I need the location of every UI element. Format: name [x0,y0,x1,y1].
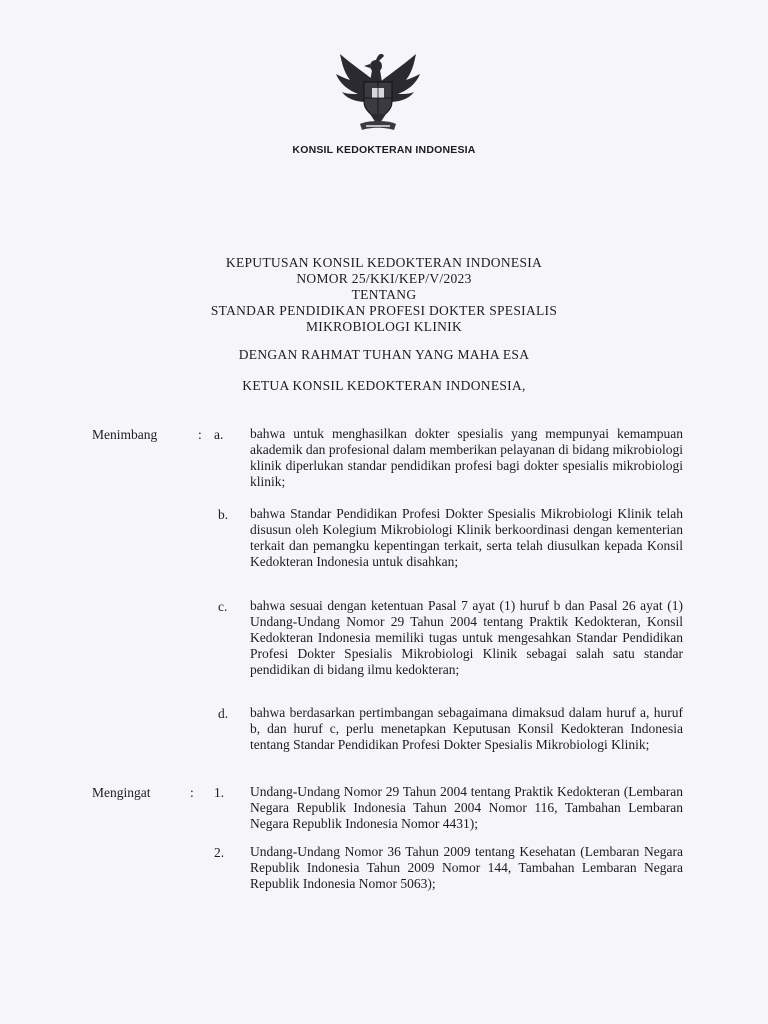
item-marker: b. [218,507,229,522]
organization-name: KONSIL KEDOKTERAN INDONESIA [292,144,476,156]
item-text: bahwa untuk menghasilkan dokter spesialis yang mempunyai kemampuan akademik dan profesional dalam memberikan pelayanan di bidang mikrobiologi klinik diperlukan standar pendidikan profesi bagi dokter spesialis mikrobiologi klinik; [250,426,683,489]
item-marker: c. [218,599,228,614]
authority-line: KETUA KONSIL KEDOKTERAN INDONESIA, [242,378,526,393]
item-text: bahwa sesuai dengan ketentuan Pasal 7 ayat (1) huruf b dan Pasal 26 ayat (1) Undang-Undang Nomor 29 Tahun 2004 tentang Praktik Kedokteran, Konsil Kedokteran Indonesia memiliki tugas untuk mengesahkan Standar Pendidikan Profesi Dokter Spesialis Mikrobiologi Klinik sebagai salah satu standar pendidikan di bidang ilmu kedokteran; [250,598,683,677]
item-marker: a. [214,427,224,442]
decree-subject: STANDAR PENDIDIKAN PROFESI DOKTER SPESIALIS [210,303,558,318]
item-marker: d. [218,706,229,721]
garuda-emblem-icon [332,48,424,134]
mengingat-label: Mengingat [92,785,151,800]
decree-subject-2: MIKROBIOLOGI KLINIK [305,319,463,334]
item-marker: 1. [214,785,225,800]
decree-tentang: TENTANG [351,287,417,302]
decree-title: KEPUTUSAN KONSIL KEDOKTERAN INDONESIA [225,255,543,270]
item-text: bahwa Standar Pendidikan Profesi Dokter Spesialis Mikrobiologi Klinik telah disusun oleh Kolegium Mikrobiologi Klinik berkoordinasi dengan kementerian terkait dan pemangku kepentingan terkait, serta telah diusulkan kepada Konsil Kedokteran Indonesia untuk disahkan; [250,506,683,569]
decree-number: NOMOR 25/KKI/KEP/V/2023 [296,271,472,286]
mengingat-colon: : [190,785,194,800]
invocation: DENGAN RAHMAT TUHAN YANG MAHA ESA [238,347,530,362]
item-text: Undang-Undang Nomor 29 Tahun 2004 tentang Praktik Kedokteran (Lembaran Negara Republik Indonesia Tahun 2004 Nomor 116, Tambahan Lembaran Negara Republik Indonesia Nomor 4431); [250,784,683,831]
menimbang-label: Menimbang [92,427,158,442]
item-marker: 2. [214,845,225,860]
menimbang-colon: : [198,427,202,442]
item-text: bahwa berdasarkan pertimbangan sebagaimana dimaksud dalam huruf a, huruf b, dan huruf c, perlu menetapkan Keputusan Konsil Kedokteran Indonesia tentang Standar Pendidikan Profesi Dokter Spesialis Mikrobiologi Klinik; [250,705,683,752]
item-text: Undang-Undang Nomor 36 Tahun 2009 tentang Kesehatan (Lembaran Negara Republik Indonesia Tahun 2009 Nomor 144, Tambahan Lembaran Negara Republik Indonesia Nomor 5063); [250,844,683,891]
